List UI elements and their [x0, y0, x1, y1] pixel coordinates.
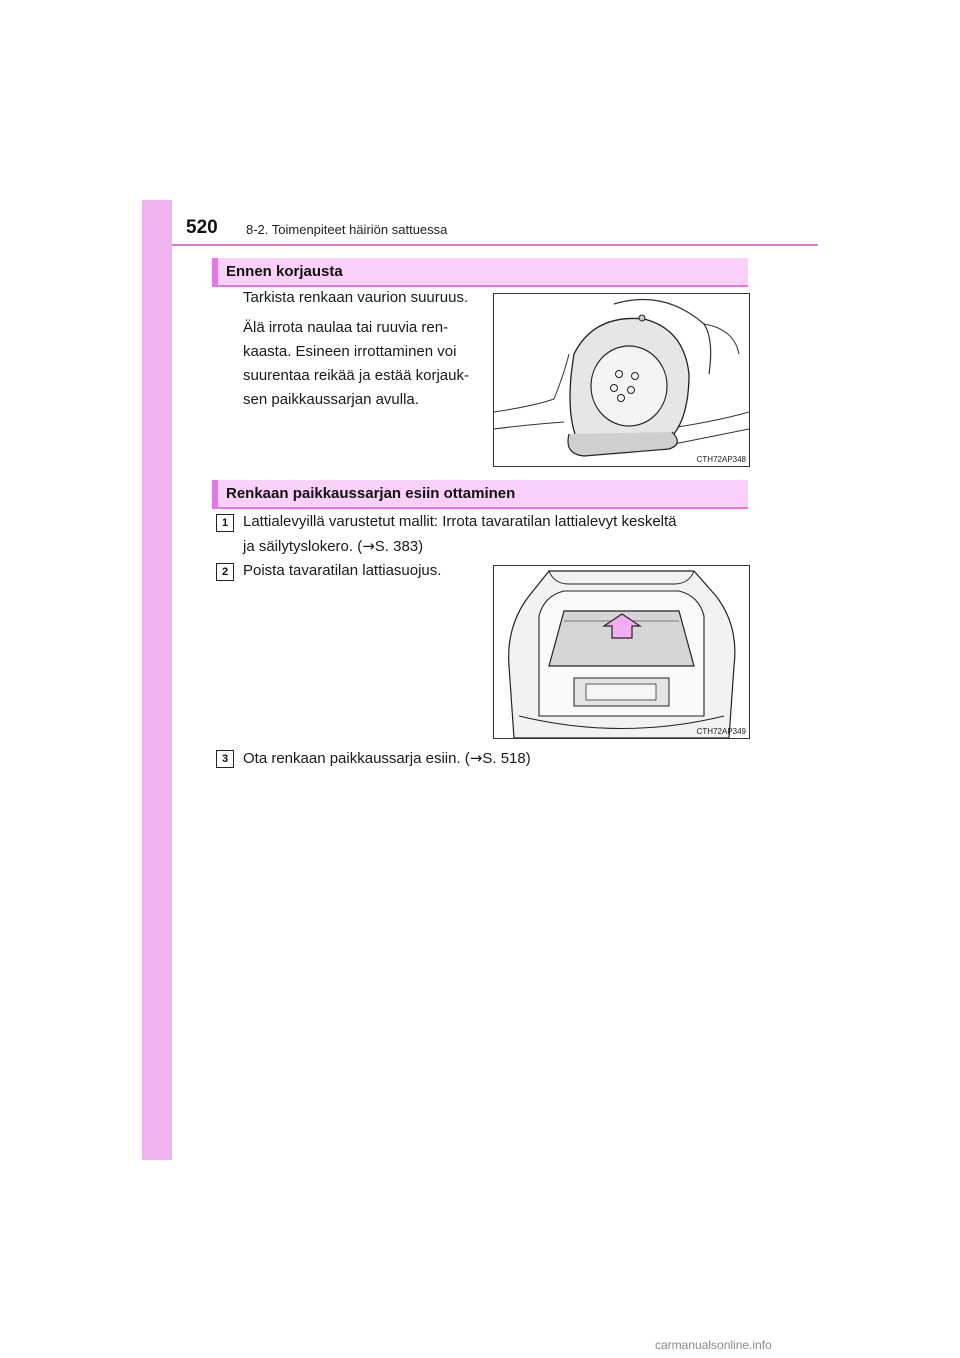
page-reference-link[interactable]: S. 518) — [482, 750, 531, 767]
page-number: 520 — [186, 217, 218, 238]
paragraph-line: sen paikkaussarjan avulla. — [243, 391, 419, 408]
figure-code: CTH72AP349 — [696, 727, 746, 736]
paragraph-check-damage: Tarkista renkaan vaurion suuruus. — [243, 289, 469, 306]
arrow-icon: → — [362, 537, 375, 555]
chapter-title: 8-2. Toimenpiteet häiriön sattuessa — [246, 222, 448, 237]
watermark: carmanualsonline.info — [655, 1338, 772, 1352]
paragraph-line: Älä irrota naulaa tai ruuvia ren- — [243, 319, 449, 336]
tire-drawing — [494, 294, 749, 466]
figure-luggage-compartment — [493, 565, 750, 739]
paragraph-line: suurentaa reikää ja estää korjauk- — [243, 367, 469, 384]
side-tab-strip — [142, 200, 172, 1160]
step-1-line-2 — [243, 534, 748, 559]
figure-code: CTH72AP348 — [696, 455, 746, 464]
step-number-3: 3 — [216, 750, 234, 768]
arrow-icon: → — [469, 749, 483, 767]
page-reference-link[interactable]: S. 383) — [374, 538, 424, 555]
paragraph-line: kaasta. Esineen irrottaminen voi — [243, 343, 457, 360]
step-3-pre: Ota renkaan paikkaussarja esiin. ( — [243, 750, 470, 767]
header-rule — [172, 244, 818, 246]
step-3-text — [243, 746, 748, 771]
step-number-2: 2 — [216, 563, 234, 581]
step-1-text — [243, 510, 748, 559]
section-title-before-repair: Ennen korjausta — [212, 258, 748, 285]
figure-tire-illustration — [493, 293, 750, 467]
luggage-drawing — [494, 566, 749, 738]
step-number-1: 1 — [216, 514, 234, 532]
section-title-get-repair-kit: Renkaan paikkaussarjan esiin ottaminen — [212, 480, 748, 507]
step-2-text: Poista tavaratilan lattiasuojus. — [243, 562, 442, 579]
step-1-line-1: Lattialevyillä varustetut mallit: Irrota tavaratilan lattialevyt keskeltä — [243, 513, 677, 530]
step-1-line-2-pre: ja säilytyslokero. ( — [243, 538, 363, 555]
paragraph-warning — [243, 316, 478, 412]
